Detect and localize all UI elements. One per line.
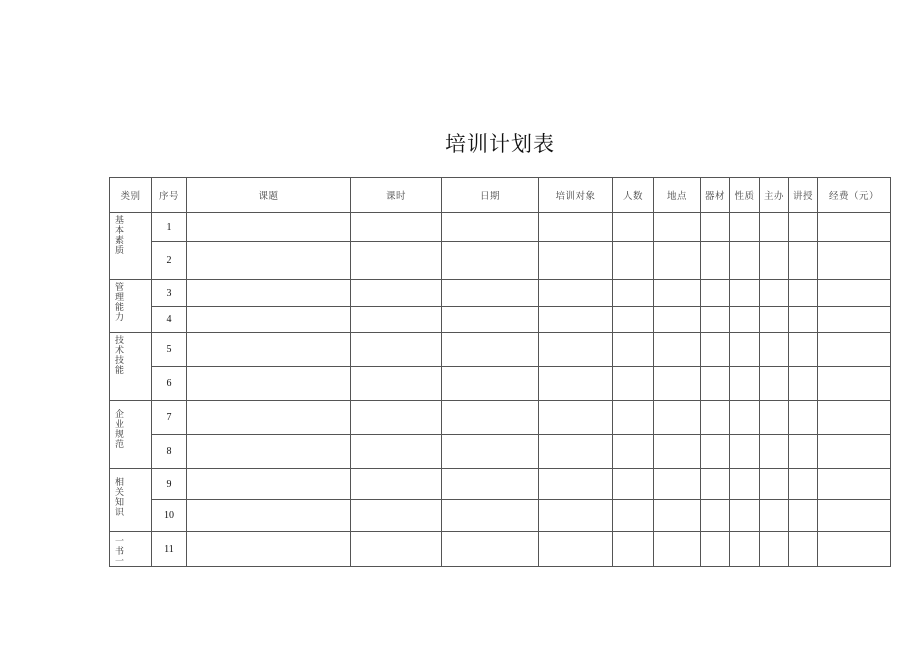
table-row (110, 469, 891, 500)
location-cell[interactable] (654, 213, 701, 242)
table-row (110, 242, 891, 280)
lecturer-cell[interactable] (789, 307, 818, 333)
equipment-cell[interactable] (701, 367, 730, 401)
hours-cell[interactable] (351, 435, 442, 469)
date-cell[interactable] (442, 435, 539, 469)
table-row (110, 401, 891, 435)
header-hours: 课时 (351, 178, 442, 213)
organizer-cell[interactable] (760, 333, 789, 367)
seq-cell: 6 (152, 367, 187, 401)
organizer-cell[interactable] (760, 532, 789, 567)
equipment-cell[interactable] (701, 435, 730, 469)
lecturer-cell[interactable] (789, 367, 818, 401)
budget-cell[interactable] (818, 333, 891, 367)
category-management: 管理能力 (110, 280, 152, 333)
location-cell[interactable] (654, 435, 701, 469)
topic-cell[interactable] (187, 532, 351, 567)
topic-cell[interactable] (187, 280, 351, 307)
lecturer-cell[interactable] (789, 213, 818, 242)
budget-cell[interactable] (818, 435, 891, 469)
hours-cell[interactable] (351, 532, 442, 567)
budget-cell[interactable] (818, 213, 891, 242)
table-row (110, 500, 891, 532)
budget-cell[interactable] (818, 242, 891, 280)
seq-cell: 9 (152, 469, 187, 500)
topic-cell[interactable] (187, 333, 351, 367)
hours-cell[interactable] (351, 469, 442, 500)
nature-cell[interactable] (730, 500, 760, 532)
header-date: 日期 (442, 178, 539, 213)
location-cell[interactable] (654, 280, 701, 307)
table-row (110, 307, 891, 333)
budget-cell[interactable] (818, 532, 891, 567)
seq-cell: 7 (152, 401, 187, 435)
topic-cell[interactable] (187, 213, 351, 242)
hours-cell[interactable] (351, 367, 442, 401)
audience-cell[interactable] (539, 469, 613, 500)
header-organizer: 主办 (760, 178, 789, 213)
audience-cell[interactable] (539, 242, 613, 280)
audience-cell[interactable] (539, 367, 613, 401)
organizer-cell[interactable] (760, 280, 789, 307)
header-category: 类别 (110, 178, 152, 213)
organizer-cell[interactable] (760, 213, 789, 242)
header-budget: 经费（元） (818, 178, 891, 213)
date-cell[interactable] (442, 367, 539, 401)
hours-cell[interactable] (351, 280, 442, 307)
headcount-cell[interactable] (613, 242, 654, 280)
budget-cell[interactable] (818, 500, 891, 532)
date-cell[interactable] (442, 401, 539, 435)
audience-cell[interactable] (539, 532, 613, 567)
audience-cell[interactable] (539, 333, 613, 367)
table-row (110, 435, 891, 469)
headcount-cell[interactable] (613, 307, 654, 333)
audience-cell[interactable] (539, 401, 613, 435)
location-cell[interactable] (654, 500, 701, 532)
location-cell[interactable] (654, 367, 701, 401)
equipment-cell[interactable] (701, 280, 730, 307)
training-plan-table (109, 177, 891, 567)
organizer-cell[interactable] (760, 367, 789, 401)
equipment-cell[interactable] (701, 469, 730, 500)
equipment-cell[interactable] (701, 500, 730, 532)
lecturer-cell[interactable] (789, 435, 818, 469)
nature-cell[interactable] (730, 307, 760, 333)
date-cell[interactable] (442, 500, 539, 532)
topic-cell[interactable] (187, 469, 351, 500)
budget-cell[interactable] (818, 401, 891, 435)
topic-cell[interactable] (187, 435, 351, 469)
nature-cell[interactable] (730, 333, 760, 367)
hours-cell[interactable] (351, 307, 442, 333)
equipment-cell[interactable] (701, 401, 730, 435)
location-cell[interactable] (654, 469, 701, 500)
hours-cell[interactable] (351, 213, 442, 242)
category-technical-skill: 技术技能 (110, 333, 152, 401)
topic-cell[interactable] (187, 500, 351, 532)
headcount-cell[interactable] (613, 280, 654, 307)
lecturer-cell[interactable] (789, 280, 818, 307)
nature-cell[interactable] (730, 435, 760, 469)
nature-cell[interactable] (730, 242, 760, 280)
audience-cell[interactable] (539, 307, 613, 333)
header-topic: 课题 (187, 178, 351, 213)
seq-cell: 4 (152, 307, 187, 333)
header-headcount: 人数 (613, 178, 654, 213)
organizer-cell[interactable] (760, 469, 789, 500)
header-lecturer: 讲授 (789, 178, 818, 213)
category-related-knowledge: 相关知识 (110, 469, 152, 532)
table-row (110, 532, 891, 567)
headcount-cell[interactable] (613, 333, 654, 367)
seq-cell: 10 (152, 500, 187, 532)
nature-cell[interactable] (730, 213, 760, 242)
lecturer-cell[interactable] (789, 333, 818, 367)
headcount-cell[interactable] (613, 435, 654, 469)
seq-cell: 2 (152, 242, 187, 280)
category-basic-quality: 基本素质 (110, 213, 152, 280)
topic-cell[interactable] (187, 242, 351, 280)
document-title: 培训计划表 (445, 132, 555, 156)
table-row (110, 367, 891, 401)
hours-cell[interactable] (351, 242, 442, 280)
seq-cell: 8 (152, 435, 187, 469)
nature-cell[interactable] (730, 532, 760, 567)
audience-cell[interactable] (539, 435, 613, 469)
organizer-cell[interactable] (760, 401, 789, 435)
nature-cell[interactable] (730, 469, 760, 500)
lecturer-cell[interactable] (789, 532, 818, 567)
date-cell[interactable] (442, 469, 539, 500)
header-nature: 性质 (730, 178, 760, 213)
lecturer-cell[interactable] (789, 242, 818, 280)
header-seq: 序号 (152, 178, 187, 213)
topic-cell[interactable] (187, 401, 351, 435)
hours-cell[interactable] (351, 333, 442, 367)
seq-cell: 11 (152, 532, 187, 567)
header-location: 地点 (654, 178, 701, 213)
date-cell[interactable] (442, 242, 539, 280)
headcount-cell[interactable] (613, 401, 654, 435)
date-cell[interactable] (442, 213, 539, 242)
seq-cell: 1 (152, 213, 187, 242)
organizer-cell[interactable] (760, 435, 789, 469)
header-row (110, 178, 891, 213)
category-corporate-norms: 企业规范 (110, 401, 152, 469)
headcount-cell[interactable] (613, 500, 654, 532)
table-row (110, 280, 891, 307)
location-cell[interactable] (654, 307, 701, 333)
seq-cell: 5 (152, 333, 187, 367)
lecturer-cell[interactable] (789, 500, 818, 532)
table-row (110, 333, 891, 367)
topic-cell[interactable] (187, 307, 351, 333)
header-audience: 培训对象 (539, 178, 613, 213)
audience-cell[interactable] (539, 500, 613, 532)
topic-cell[interactable] (187, 367, 351, 401)
equipment-cell[interactable] (701, 242, 730, 280)
category-misc: 一书一 (110, 532, 152, 567)
location-cell[interactable] (654, 532, 701, 567)
headcount-cell[interactable] (613, 213, 654, 242)
audience-cell[interactable] (539, 213, 613, 242)
nature-cell[interactable] (730, 280, 760, 307)
headcount-cell[interactable] (613, 469, 654, 500)
hours-cell[interactable] (351, 500, 442, 532)
date-cell[interactable] (442, 280, 539, 307)
location-cell[interactable] (654, 242, 701, 280)
organizer-cell[interactable] (760, 307, 789, 333)
hours-cell[interactable] (351, 401, 442, 435)
headcount-cell[interactable] (613, 532, 654, 567)
budget-cell[interactable] (818, 280, 891, 307)
budget-cell[interactable] (818, 469, 891, 500)
date-cell[interactable] (442, 333, 539, 367)
budget-cell[interactable] (818, 307, 891, 333)
equipment-cell[interactable] (701, 307, 730, 333)
header-equipment: 器材 (701, 178, 730, 213)
headcount-cell[interactable] (613, 367, 654, 401)
organizer-cell[interactable] (760, 500, 789, 532)
equipment-cell[interactable] (701, 213, 730, 242)
location-cell[interactable] (654, 333, 701, 367)
location-cell[interactable] (654, 401, 701, 435)
nature-cell[interactable] (730, 401, 760, 435)
organizer-cell[interactable] (760, 242, 789, 280)
lecturer-cell[interactable] (789, 401, 818, 435)
budget-cell[interactable] (818, 367, 891, 401)
date-cell[interactable] (442, 307, 539, 333)
seq-cell: 3 (152, 280, 187, 307)
equipment-cell[interactable] (701, 532, 730, 567)
audience-cell[interactable] (539, 280, 613, 307)
lecturer-cell[interactable] (789, 469, 818, 500)
equipment-cell[interactable] (701, 333, 730, 367)
nature-cell[interactable] (730, 367, 760, 401)
table-row (110, 213, 891, 242)
date-cell[interactable] (442, 532, 539, 567)
